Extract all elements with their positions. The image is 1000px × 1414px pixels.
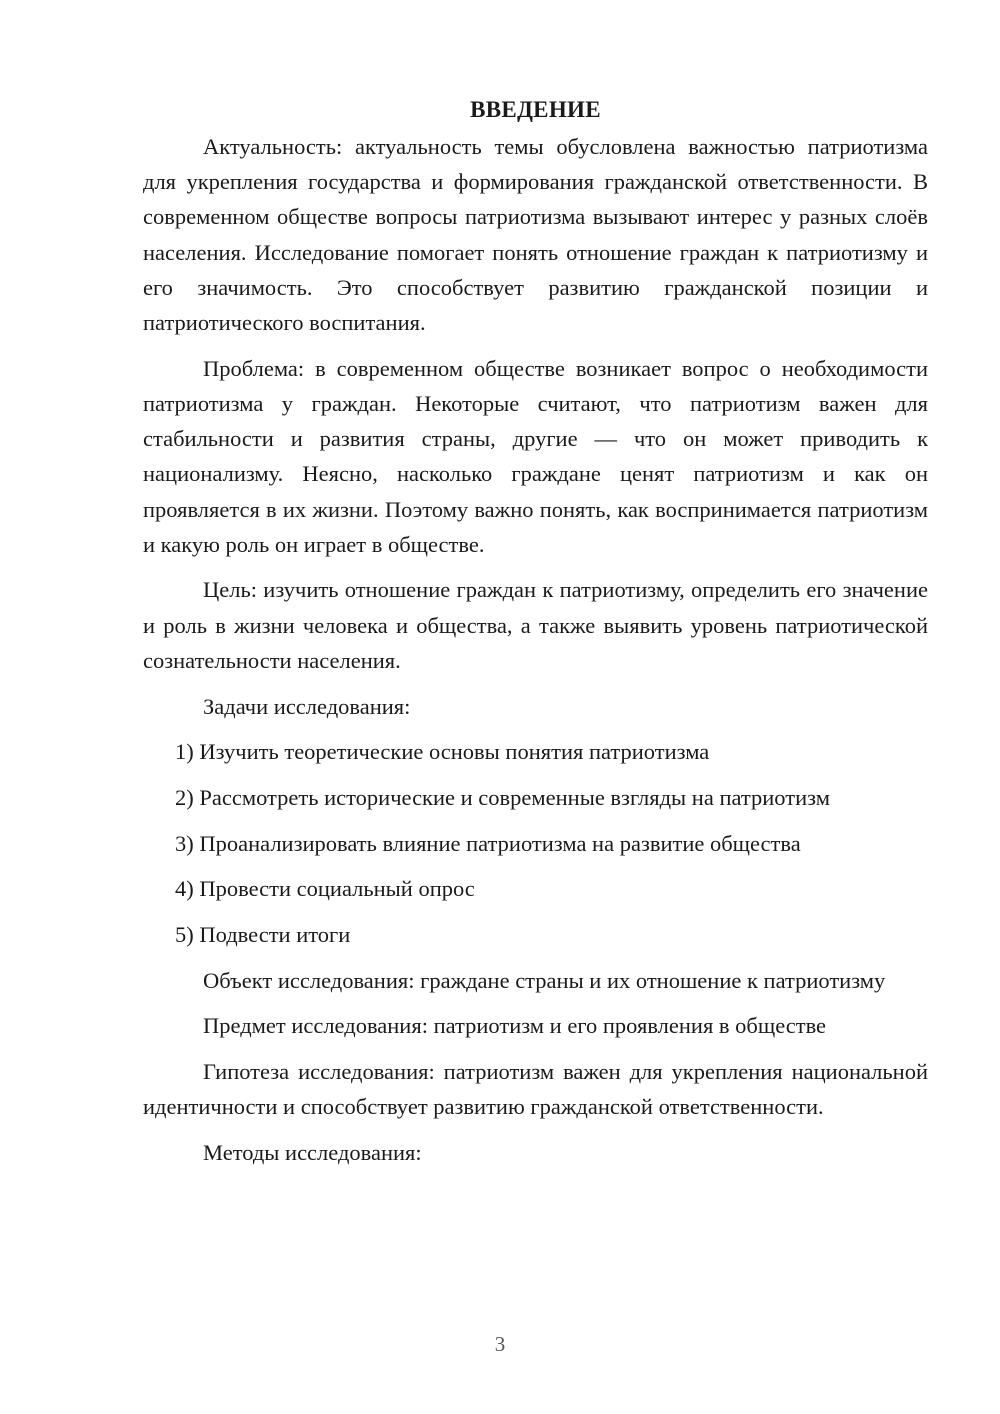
task-item: 5) Подвести итоги <box>175 922 351 948</box>
paragraph-object: Объект исследования: граждане страны и их отношение к патриотизму <box>203 967 886 993</box>
page-content <box>143 92 928 1181</box>
task-item: 4) Провести социальный опрос <box>175 876 475 902</box>
paragraph-problem: Проблема: в современном обществе возникает вопрос о необходимости патриотизма у граждан. Некоторые считают, что патриотизм важен для стабильности и развития страны, другие — что он может приводить к национализму. Неясно, насколько граждане ценят патриотизм и как он проявляется в их жизни. Поэтому важно понять, как воспринимается патриотизм и какую роль он играет в обществе. <box>143 355 928 557</box>
tasks-heading: Задачи исследования: <box>203 693 411 719</box>
task-item: 1) Изучить теоретические основы понятия патриотизма <box>175 739 710 765</box>
methods-heading: Методы исследования: <box>203 1140 422 1166</box>
section-title: ВВЕДЕНИЕ <box>470 97 601 122</box>
paragraph-relevance: Актуальность: актуальность темы обусловлена важностью патриотизма для укрепления государства и формирования гражданской ответственности. В современном обществе вопросы патриотизма вызывают интерес у разных слоёв населения. Исследование помогает понять отношение граждан к патриотизму и его значимость. Это способствует развитию гражданской позиции и патриотического воспитания. <box>143 134 928 336</box>
paragraph-goal: Цель: изучить отношение граждан к патриотизму, определить его значение и роль в жизни человека и общества, а также выявить уровень патриотической сознательности населения. <box>143 577 928 673</box>
paragraph-subject: Предмет исследования: патриотизм и его проявления в обществе <box>203 1013 827 1039</box>
task-item: 3) Проанализировать влияние патриотизма на развитие общества <box>175 830 801 856</box>
page-number: 3 <box>494 1332 506 1356</box>
task-list <box>143 734 928 952</box>
task-item: 2) Рассмотреть исторические и современные взгляды на патриотизм <box>175 784 830 810</box>
paragraph-hypothesis: Гипотеза исследования: патриотизм важен для укрепления национальной идентичности и способствует развитию гражданской ответственности. <box>143 1059 928 1120</box>
